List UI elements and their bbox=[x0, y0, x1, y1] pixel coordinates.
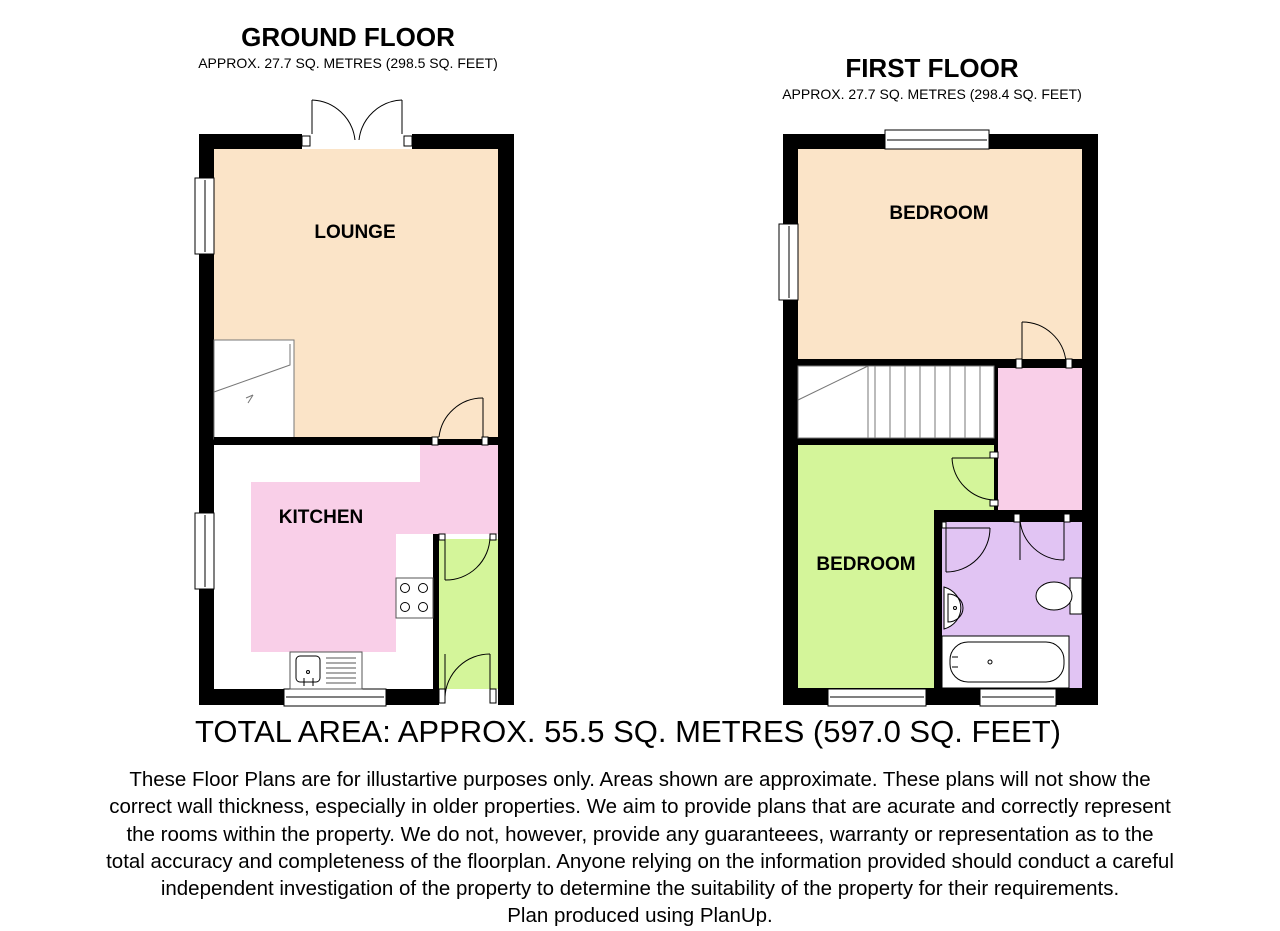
ground-floor-area: APPROX. 27.7 SQ. METRES (298.5 SQ. FEET) bbox=[198, 55, 498, 71]
first-floor-title: FIRST FLOOR bbox=[845, 53, 1019, 83]
bedroom-1-room bbox=[798, 149, 1082, 359]
bedroom-1-side-window bbox=[779, 224, 798, 300]
bedroom-1-label: BEDROOM bbox=[889, 203, 989, 224]
bedroom-2-front-window bbox=[828, 689, 926, 706]
landing-room bbox=[998, 368, 1082, 516]
lounge-side-window bbox=[195, 178, 214, 254]
kitchen-side-window bbox=[195, 513, 214, 589]
bedroom-2-room-top bbox=[798, 445, 994, 511]
ground-floor-plan bbox=[195, 100, 514, 706]
hob bbox=[396, 578, 433, 618]
kitchen-sink bbox=[290, 652, 362, 689]
disclaimer-line: the rooms within the property. We do not, however, provide any guaranteees, warranty or representation as to the bbox=[126, 822, 1154, 846]
kitchen-front-window bbox=[284, 689, 386, 706]
lounge-label: LOUNGE bbox=[314, 222, 396, 243]
bathroom-front-window bbox=[980, 689, 1056, 706]
disclaimer-line: correct wall thickness, especially in older properties. We aim to provide plans that are acurate and correctly represent bbox=[109, 795, 1171, 819]
disclaimer-line: These Floor Plans are for illustartive purposes only. Areas shown are approximate. These plans will not show the bbox=[129, 768, 1151, 791]
first-floor-stairs bbox=[798, 366, 994, 438]
bedroom-1-top-window bbox=[885, 130, 989, 149]
first-floor-area: APPROX. 27.7 SQ. METRES (298.4 SQ. FEET) bbox=[782, 86, 1082, 102]
ground-stairs bbox=[214, 340, 294, 439]
bedroom-2-label: BEDROOM bbox=[816, 554, 916, 575]
disclaimer-line: independent investigation of the property to determine the suitability of the property for their requirements. bbox=[160, 877, 1120, 901]
bedroom-2-room bbox=[798, 510, 934, 688]
total-area: TOTAL AREA: APPROX. 55.5 SQ. METRES (597.0 SQ. FEET) bbox=[195, 714, 1061, 749]
kitchen-label: KITCHEN bbox=[278, 507, 364, 528]
disclaimer bbox=[10, 766, 1270, 930]
ground-floor-title: GROUND FLOOR bbox=[241, 22, 455, 52]
lounge-kitchen-wall bbox=[214, 437, 438, 445]
plan-credit: Plan produced using PlanUp. bbox=[507, 904, 773, 928]
disclaimer-line: total accuracy and completeness of the floorplan. Anyone relying on the information provided should conduct a careful bbox=[106, 849, 1174, 873]
first-floor-plan bbox=[779, 130, 1098, 706]
utility-partition-wall bbox=[433, 534, 439, 689]
french-doors bbox=[302, 100, 412, 149]
utility-room bbox=[439, 539, 498, 689]
bathtub bbox=[942, 636, 1069, 688]
